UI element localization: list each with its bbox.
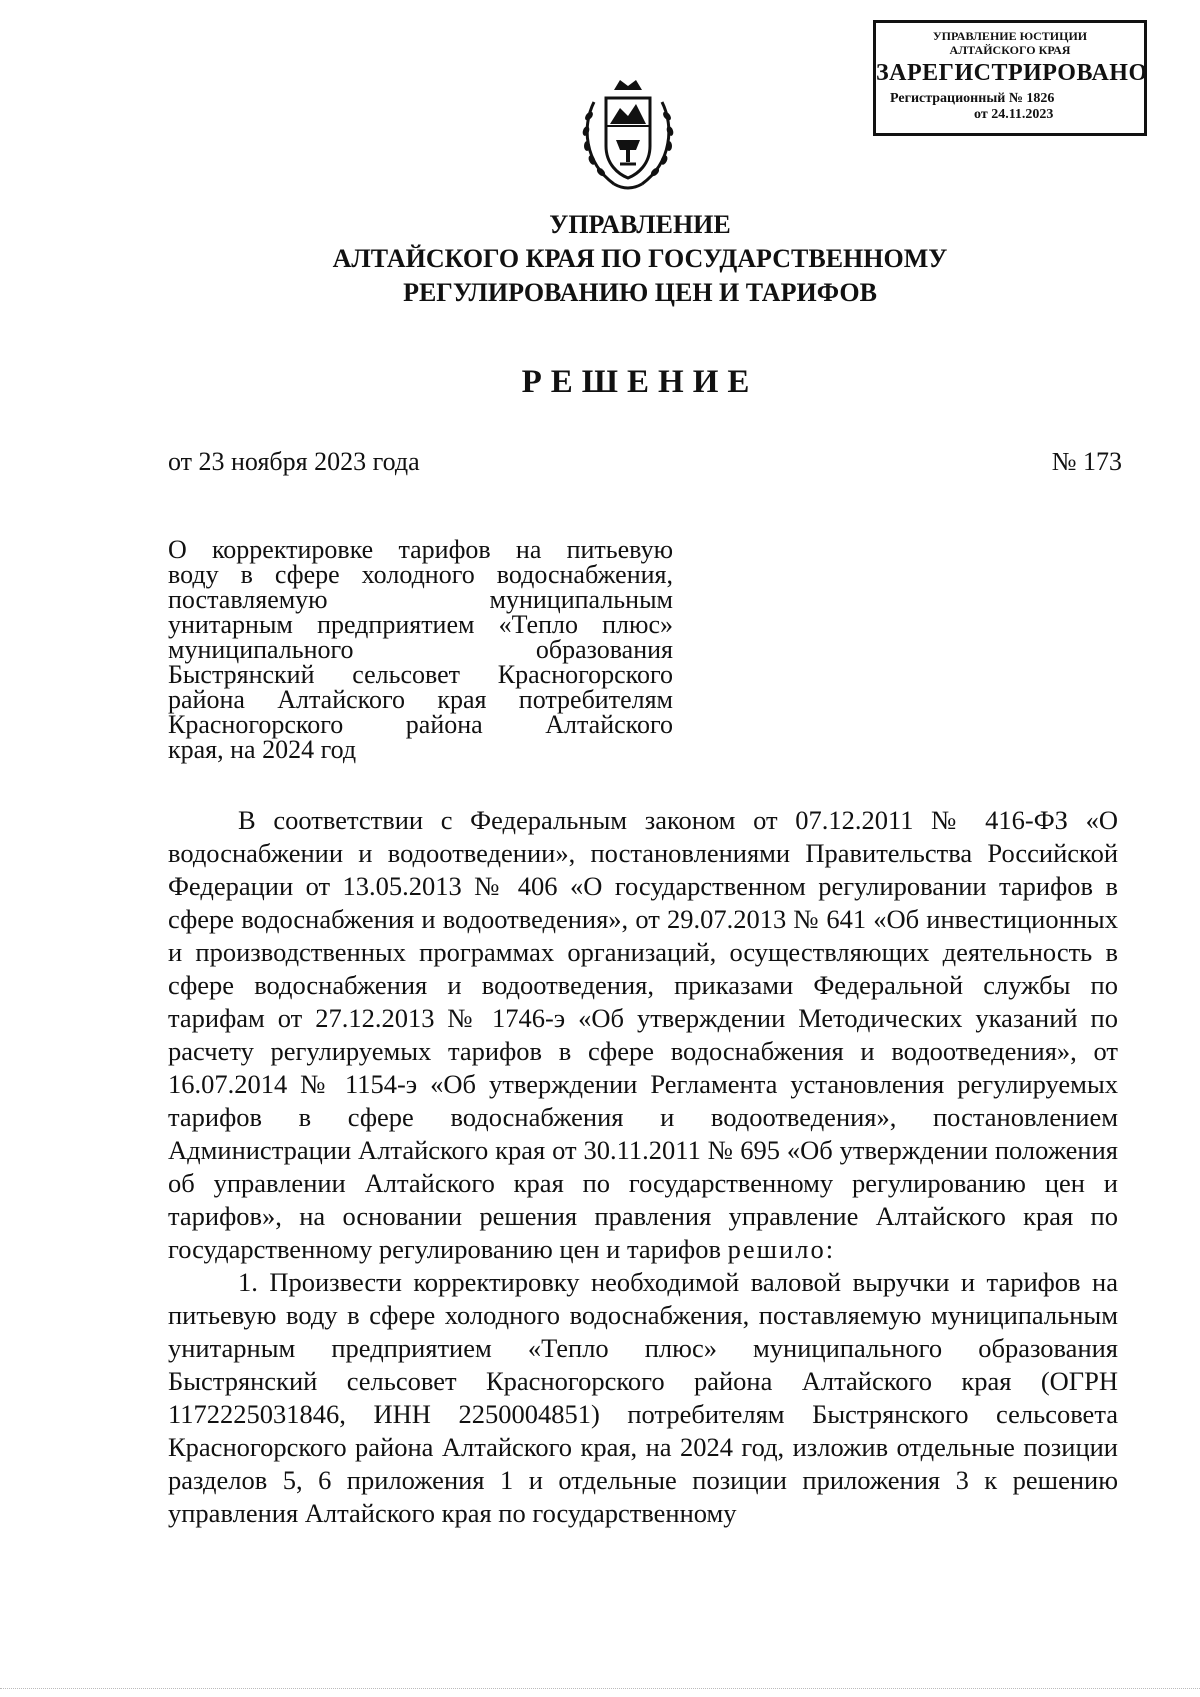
subject-line: муниципального образования bbox=[168, 635, 673, 664]
document-number: № 173 bbox=[1051, 447, 1122, 476]
subject-line: воду в сфере холодного водоснабжения, bbox=[168, 560, 673, 589]
preamble-text: В соответствии с Федеральным законом от 07.12.2011 № 416-ФЗ «О водоснабжении и водоотведении», постановлениями Правительства Российской Федерации от 13.05.2013 № 406 «О государственном регулировании тарифов в сфере водоснабжения и водоотведения», от 29.07.2013 № 641 «Об инвестиционных и производственных программах организаций, осуществляющих деятельность в сфере водоснабжения и водоотведения, приказами Федеральной службы по тарифам от 27.12.2013 № 1746-э «Об утверждении Методических указаний по расчету регулируемых тарифов в сфере водоснабжения и водоотведения», от 16.07.2014 № 1154-э «Об утверждении Регламента установления регулируемых тарифов в сфере водоснабжения и водоотведения», постановлением Администрации Алтайского края от 30.11.2011 № 695 «Об утверждении положения об управлении Алтайского края по государственному регулированию цен и тарифов», на основании решения правления управление Алтайского края по государственному регулированию цен и тарифов bbox=[168, 805, 1118, 1264]
subject-line: района Алтайского края потребителям bbox=[168, 685, 673, 714]
altai-coat-of-arms-icon bbox=[580, 76, 676, 194]
organization-line-2: АЛТАЙСКОГО КРАЯ ПО ГОСУДАРСТВЕННОМУ bbox=[332, 244, 948, 273]
stamp-registration-number: Регистрационный № 1826 bbox=[890, 91, 1055, 106]
subject-line: края, на 2024 год bbox=[168, 735, 357, 764]
organization-line-3: РЕГУЛИРОВАНИЮ ЦЕН И ТАРИФОВ bbox=[403, 278, 877, 307]
document-type-title: РЕШЕНИЕ bbox=[521, 364, 759, 400]
subject-line: О корректировке тарифов на питьевую bbox=[168, 535, 673, 564]
subject-line: унитарным предприятием «Тепло плюс» bbox=[168, 610, 673, 639]
subject-line: Красногорского района Алтайского bbox=[168, 710, 673, 739]
registration-stamp bbox=[873, 20, 1147, 136]
stamp-organization: УПРАВЛЕНИЕ ЮСТИЦИИ АЛТАЙСКОГО КРАЯ bbox=[932, 29, 1088, 57]
subject-line: Быстрянский сельсовет Красногорского bbox=[168, 660, 673, 689]
document-body bbox=[168, 804, 1118, 1530]
document-subject bbox=[168, 537, 673, 762]
stamp-status: ЗАРЕГИСТРИРОВАНО bbox=[876, 60, 1148, 86]
resolved-word: решило: bbox=[727, 1234, 836, 1264]
document-date: от 23 ноября 2023 года bbox=[168, 447, 420, 476]
subject-line: поставляемую муниципальным bbox=[168, 585, 673, 614]
organization-line-1: УПРАВЛЕНИЕ bbox=[549, 210, 731, 239]
stamp-registration-date: от 24.11.2023 bbox=[974, 107, 1054, 122]
organization-name bbox=[200, 208, 1080, 310]
body-paragraph-preamble bbox=[168, 804, 1118, 1266]
scan-edge-line bbox=[0, 1688, 1200, 1691]
body-paragraph-item-1: 1. Произвести корректировку необходимой валовой выручки и тарифов на питьевую воду в сфере холодного водоснабжения, поставляемую муниципальным унитарным предприятием «Тепло плюс» муниципального образования Быстрянский сельсовет Красногорского района Алтайского края (ОГРН 1172225031846, ИНН 2250004851) потребителям Быстрянского сельсовета Красногорского района Алтайского края, на 2024 год, изложив отдельные позиции разделов 5, 6 приложения 1 и отдельные позиции приложения 3 к решению управления Алтайского края по государственному bbox=[168, 1267, 1118, 1528]
